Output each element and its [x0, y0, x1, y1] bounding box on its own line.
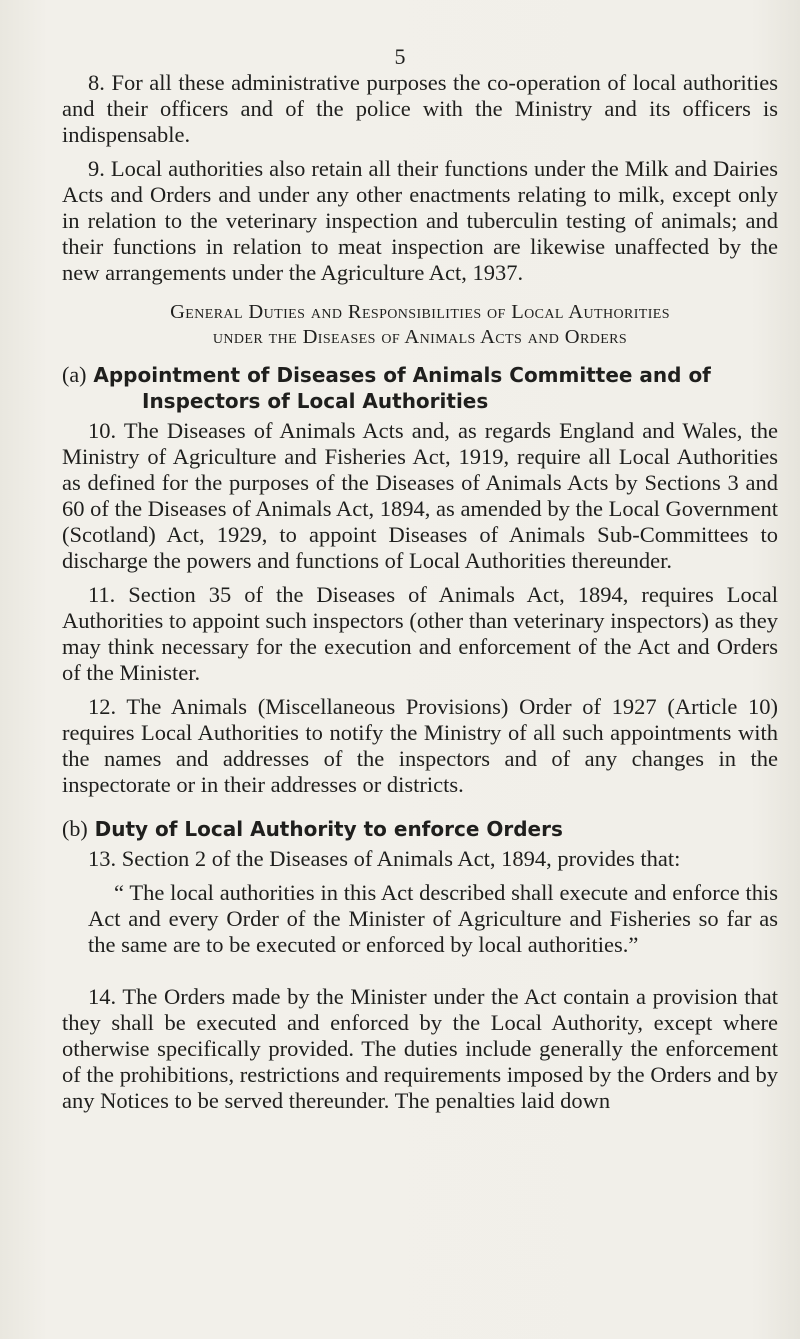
subsection-b-heading	[62, 816, 778, 842]
section-heading	[62, 300, 778, 350]
section-heading-line-2: under the Diseases of Animals Acts and Orders	[212, 326, 628, 348]
page-number: 5	[394, 44, 406, 69]
subsection-b-letter: (b)	[62, 816, 88, 841]
statute-quote	[62, 880, 778, 958]
subsection-a-title-line-1: Appointment of Diseases of Animals Committee and of	[93, 363, 711, 387]
paragraph-10: 10. The Diseases of Animals Acts and, as regards England and Wales, the Ministry of Agriculture and Fisheries Act, 1919, require all Local Authorities as defined for the purposes of the Diseases of Animals Acts by Sections 3 and 60 of the Diseases of Animals Act, 1894, as amended by the Local Government (Scotland) Act, 1929, to appoint Diseases of Animals Sub-Committees to discharge the powers and functions of Local Authorities thereunder.	[62, 418, 778, 573]
paragraph-14: 14. The Orders made by the Minister under the Act contain a provision that they shall be executed and enforced by the Local Authority, except where otherwise specifically provided. The duties include generally the enforcement of the prohibitions, restrictions and requirements imposed by the Orders and by any Notices to be served thereunder. The penalties laid down	[62, 984, 778, 1113]
section-heading-line-1: General Duties and Responsibilities of Local Authorities	[170, 301, 670, 323]
subsection-a-letter: (a)	[62, 362, 87, 387]
subsection-a-heading	[62, 362, 778, 414]
statute-quote-text: “ The local authorities in this Act described shall execute and enforce this Act and every Order of the Minister of Agriculture and Fisheries so far as the same are to be executed or enforced by local authorities.”	[88, 880, 778, 957]
paragraph-11: 11. Section 35 of the Diseases of Animals Act, 1894, requires Local Authorities to appoint such inspectors (other than veterinary inspectors) as they may think necessary for the execution and enforcement of the Act and Orders of the Minister.	[62, 582, 778, 685]
paragraph-12: 12. The Animals (Miscellaneous Provisions) Order of 1927 (Article 10) requires Local Authorities to notify the Ministry of all such appointments with the names and addresses of the inspectors and of any changes in the inspectorate or in their addresses or districts.	[62, 694, 778, 797]
subsection-b-title: Duty of Local Authority to enforce Orders	[94, 817, 563, 841]
paragraph-9: 9. Local authorities also retain all their functions under the Milk and Dairies Acts and Orders and under any other enactments relating to milk, except only in relation to the veterinary inspection and tuberculin testing of animals; and their functions in relation to meat inspection are likewise unaffected by the new arrangements under the Agriculture Act, 1937.	[62, 156, 778, 285]
subsection-a-title-line-2: Inspectors of Local Authorities	[142, 389, 489, 413]
paragraph-13: 13. Section 2 of the Diseases of Animals Act, 1894, provides that:	[88, 846, 681, 871]
paragraph-8: 8. For all these administrative purposes the co-operation of local authorities and their officers and of the police with the Ministry and its officers is indispensable.	[62, 70, 778, 147]
